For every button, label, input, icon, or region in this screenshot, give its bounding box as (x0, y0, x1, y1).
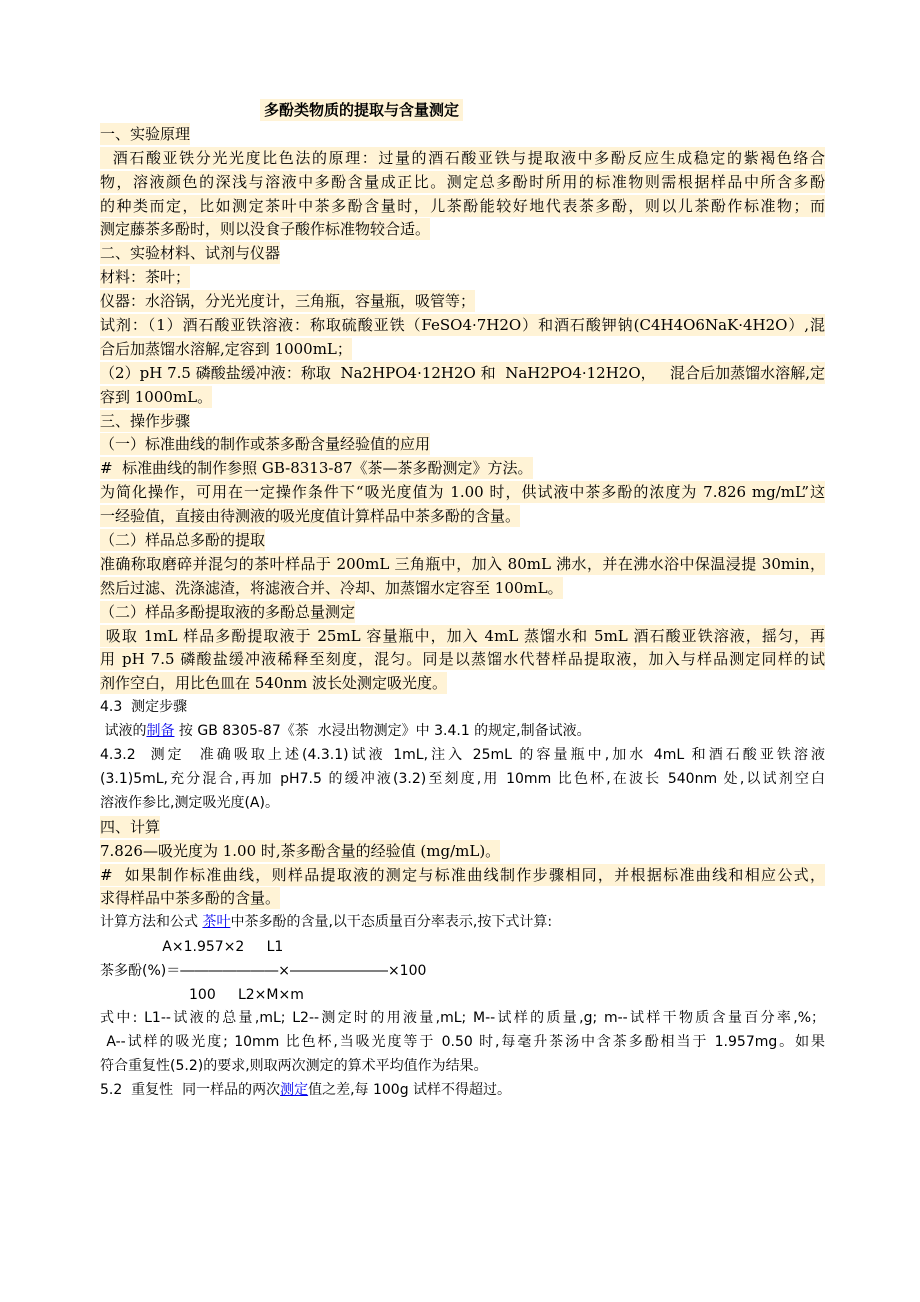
subsection-1-paragraph-line: 一经验值，直接由待测液的吸光度值计算样品中茶多酚的含量。 (100, 507, 521, 526)
subsection-2-heading: （二）样品总多酚的提取 (100, 531, 266, 550)
section-4-3-2-line: (3.1)5mL,充分混合,再加 pH7.5 的缓冲液(3.2)至刻度,用 10mm 比色杯,在波长 540nm 处,以试剂空白 (100, 770, 825, 787)
subsection-3-paragraph-line: 用 pH 7.5 磷酸盐缓冲液稀释至刻度，混匀。同是以蒸馏水代替样品提取液，加入与样品测定同样的试 (100, 650, 825, 669)
subsection-3-paragraph-line: 吸取 1mL 样品多酚提取液于 25mL 容量瓶中，加入 4mL 蒸馏水和 5mL 酒石酸亚铁溶液，摇匀，再 (100, 626, 825, 645)
subsection-1-paragraph-line: 为简化操作，可用在一定操作条件下“吸光度值为 1.00 时，供试液中茶多酚的浓度为 7.826 mg/mL”这 (100, 483, 825, 502)
section-3-heading: 三、操作步骤 (100, 411, 191, 430)
section-1-heading: 一、实验原理 (100, 124, 191, 143)
subsection-1-note: # 标准曲线的制作参照 GB-8313-87《茶—茶多酚测定》方法。 (100, 459, 533, 478)
document-title: 多酚类物质的提取与含量测定 (100, 99, 825, 123)
repeatability-line: 5.2 重复性 同一样品的两次测定值之差,每 100g 试样不得超过。 (100, 1081, 512, 1098)
standard-curve-note-line: 求得样品中茶多酚的含量。 (100, 889, 281, 908)
reagent-2-line: （2）pH 7.5 磷酸盐缓冲液：称取 Na2HPO4·12H2O 和 NaH2PO4·12H2O， 混合后加蒸馏水溶解,定 (100, 363, 825, 382)
empirical-value-line: 7.826—吸光度为 1.00 时,茶多酚含量的经验值 (mg/mL)。 (100, 841, 501, 860)
document-page (100, 99, 825, 1103)
formula-legend-line: 符合重复性(5.2)的要求,则取两次测定的算术平均值作为结果。 (100, 1057, 488, 1074)
subsection-2-paragraph-line: 准确称取磨碎并混匀的茶叶样品于 200mL 三角瓶中，加入 80mL 沸水，并在沸水浴中保温浸提 30min， (100, 554, 825, 573)
formula-numerator: A×1.957×2 L1 (100, 939, 284, 956)
subsection-1-heading: （一）标准曲线的制作或茶多酚含量经验值的应用 (100, 435, 431, 454)
instruments-line: 仪器：水浴锅，分光光度计，三角瓶，容量瓶，吸管等； (100, 292, 476, 311)
principle-paragraph-line: 物，溶液颜色的深浅与溶液中多酚含量成正比。测定总多酚时所用的标准物则需根据样品中所含多酚 (100, 172, 825, 191)
principle-paragraph-line: 的种类而定，比如测定茶叶中茶多酚含量时，儿茶酚能较好地代表茶多酚，则以儿茶酚作标准物；而 (100, 196, 825, 215)
preparation-link[interactable]: 制备 (146, 723, 175, 740)
principle-paragraph-line: 测定藤茶多酚时，则以没食子酸作标准物较合适。 (100, 220, 431, 239)
formula-legend-line: A--试样的吸光度; 10mm 比色杯,当吸光度等于 0.50 时,每毫升茶汤中含茶多酚相当于 1.957mg。如果 (100, 1034, 825, 1051)
subsection-3-heading: （二）样品多酚提取液的多酚总量测定 (100, 602, 356, 621)
section-2-heading: 二、实验材料、试剂与仪器 (100, 244, 281, 263)
section-4-3-heading: 4.3 测定步骤 (100, 699, 188, 716)
formula-denominator: 100 L2×M×m (100, 987, 304, 1004)
reagent-1-line: 试剂：（1）酒石酸亚铁溶液：称取硫酸亚铁（FeSO4·7H2O）和酒石酸钾钠(C4H4O6NaK·4H2O）,混 (100, 316, 825, 335)
formula-main: 茶多酚(%)＝―――――――×―――――――×100 (100, 963, 427, 980)
section-4-3-paragraph: 试液的制备 按 GB 8305-87《茶 水浸出物测定》中 3.4.1 的规定,制备试液。 (100, 723, 591, 740)
standard-curve-note-line: # 如果制作标准曲线，则样品提取液的测定与标准曲线制作步骤相同，并根据标准曲线和相应公式， (100, 865, 825, 884)
subsection-3-paragraph-line: 剂作空白，用比色皿在 540nm 波长处测定吸光度。 (100, 674, 448, 693)
section-4-heading: 四、计算 (100, 817, 161, 836)
reagent-2-line: 容到 1000mL。 (100, 387, 213, 406)
section-4-3-2-line: 4.3.2 测定 准确吸取上述(4.3.1)试液 1mL,注入 25mL 的容量瓶中,加水 4mL 和酒石酸亚铁溶液 (100, 747, 825, 764)
materials-line: 材料：茶叶； (100, 268, 191, 287)
tea-link[interactable]: 茶叶 (202, 914, 231, 931)
measurement-link[interactable]: 测定 (280, 1081, 309, 1098)
calculation-intro: 计算方法和公式 茶叶中茶多酚的含量,以干态质量百分率表示,按下式计算: (100, 914, 553, 931)
subsection-2-paragraph-line: 然后过滤、洗涤滤渣，将滤液合并、冷却、加蒸馏水定容至 100mL。 (100, 578, 563, 597)
section-4-3-2-line: 溶液作参比,测定吸光度(A)。 (100, 794, 279, 811)
formula-legend-line: 式中: L1--试液的总量,mL; L2--测定时的用液量,mL; M--试样的质量,g; m--试样干物质含量百分率,%； (100, 1010, 825, 1027)
reagent-1-line: 合后加蒸馏水溶解,定容到 1000mL； (100, 339, 352, 358)
principle-paragraph-line: 酒石酸亚铁分光光度比色法的原理：过量的酒石酸亚铁与提取液中多酚反应生成稳定的紫褐色络合 (100, 148, 825, 167)
